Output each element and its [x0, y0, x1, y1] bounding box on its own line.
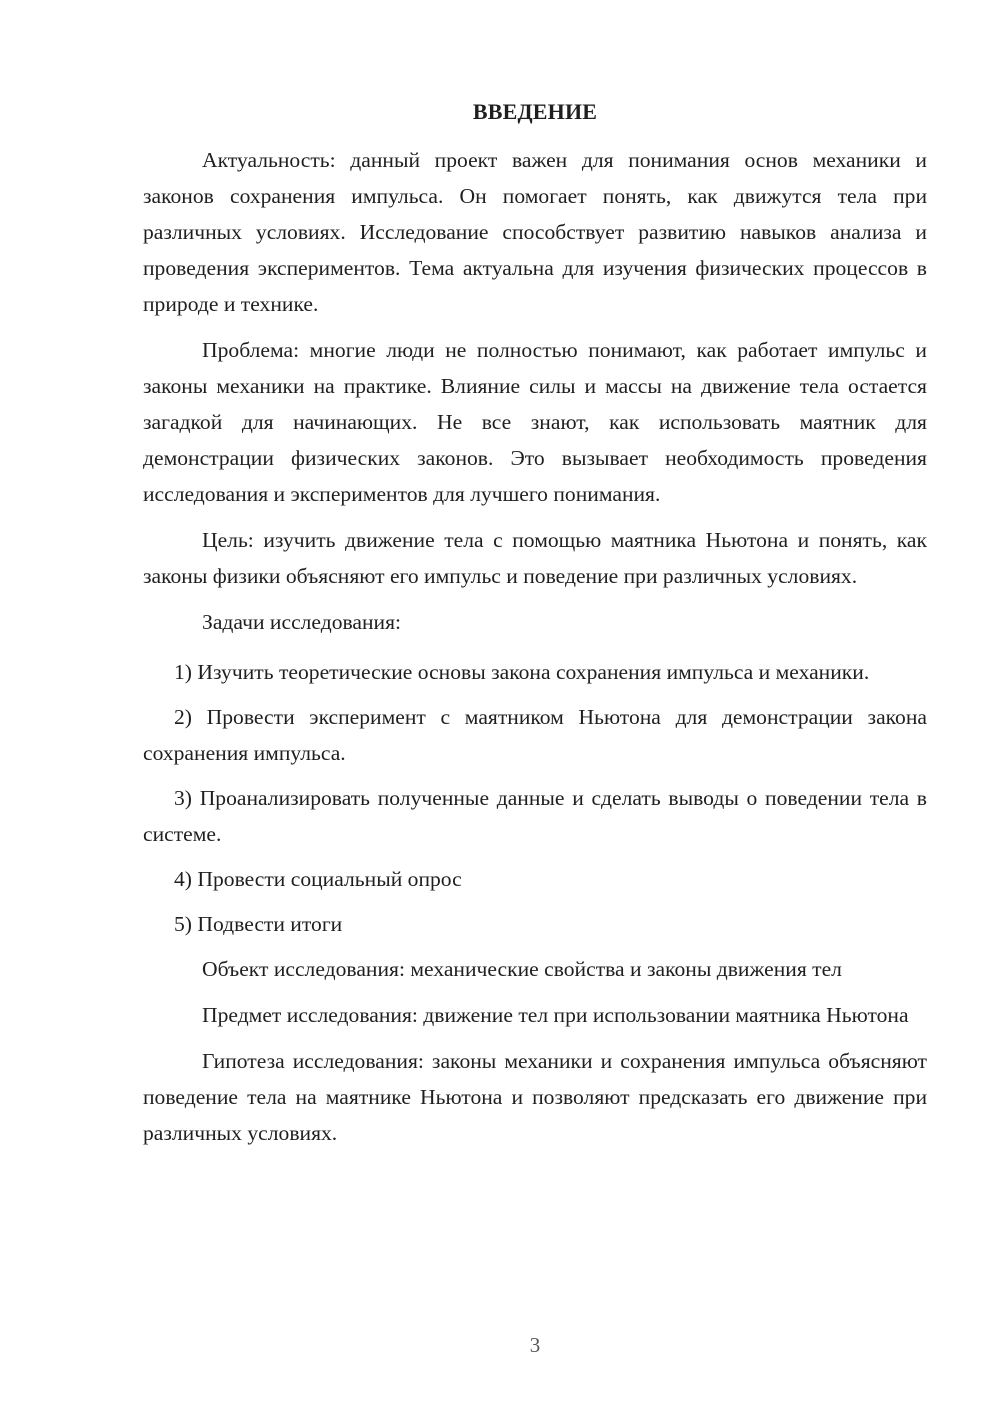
paragraph-hypothesis: Гипотеза исследования: законы механики и сохранения импульса объясняют поведение тела на маятнике Ньютона и позволяют предсказать его движение при различных условиях.: [143, 1049, 927, 1145]
page-number: 3: [529, 1333, 541, 1357]
tasks-list: [143, 654, 927, 942]
document-body: [143, 142, 927, 1161]
paragraph-subject: Предмет исследования: движение тел при использовании маятника Ньютона: [202, 1003, 909, 1027]
paragraph-goal: Цель: изучить движение тела с помощью маятника Ньютона и понять, как законы физики объясняют его импульс и поведение при различных условиях.: [143, 528, 927, 588]
task-item-2: 2) Провести эксперимент с маятником Ньютона для демонстрации закона сохранения импульса.: [143, 705, 927, 765]
paragraph-problem: Проблема: многие люди не полностью понимают, как работает импульс и законы механики на практике. Влияние силы и массы на движение тела остается загадкой для начинающих. Не все знают, как использовать маятник для демонстрации физических законов. Это вызывает необходимость проведения исследования и экспериментов для лучшего понимания.: [143, 338, 927, 506]
tasks-heading: Задачи исследования:: [202, 610, 402, 634]
task-item-4: 4) Провести социальный опрос: [174, 867, 462, 891]
task-item-3: 3) Проанализировать полученные данные и сделать выводы о поведении тела в системе.: [143, 786, 927, 846]
task-item-1: 1) Изучить теоретические основы закона сохранения импульса и механики.: [174, 660, 870, 684]
task-item-5: 5) Подвести итоги: [174, 912, 343, 936]
section-heading: ВВЕДЕНИЕ: [472, 99, 598, 124]
paragraph-relevance: Актуальность: данный проект важен для понимания основ механики и законов сохранения импульса. Он помогает понять, как движутся тела при различных условиях. Исследование способствует развитию навыков анализа и проведения экспериментов. Тема актуальна для изучения физических процессов в природе и технике.: [143, 148, 927, 316]
paragraph-object: Объект исследования: механические свойства и законы движения тел: [202, 957, 842, 981]
